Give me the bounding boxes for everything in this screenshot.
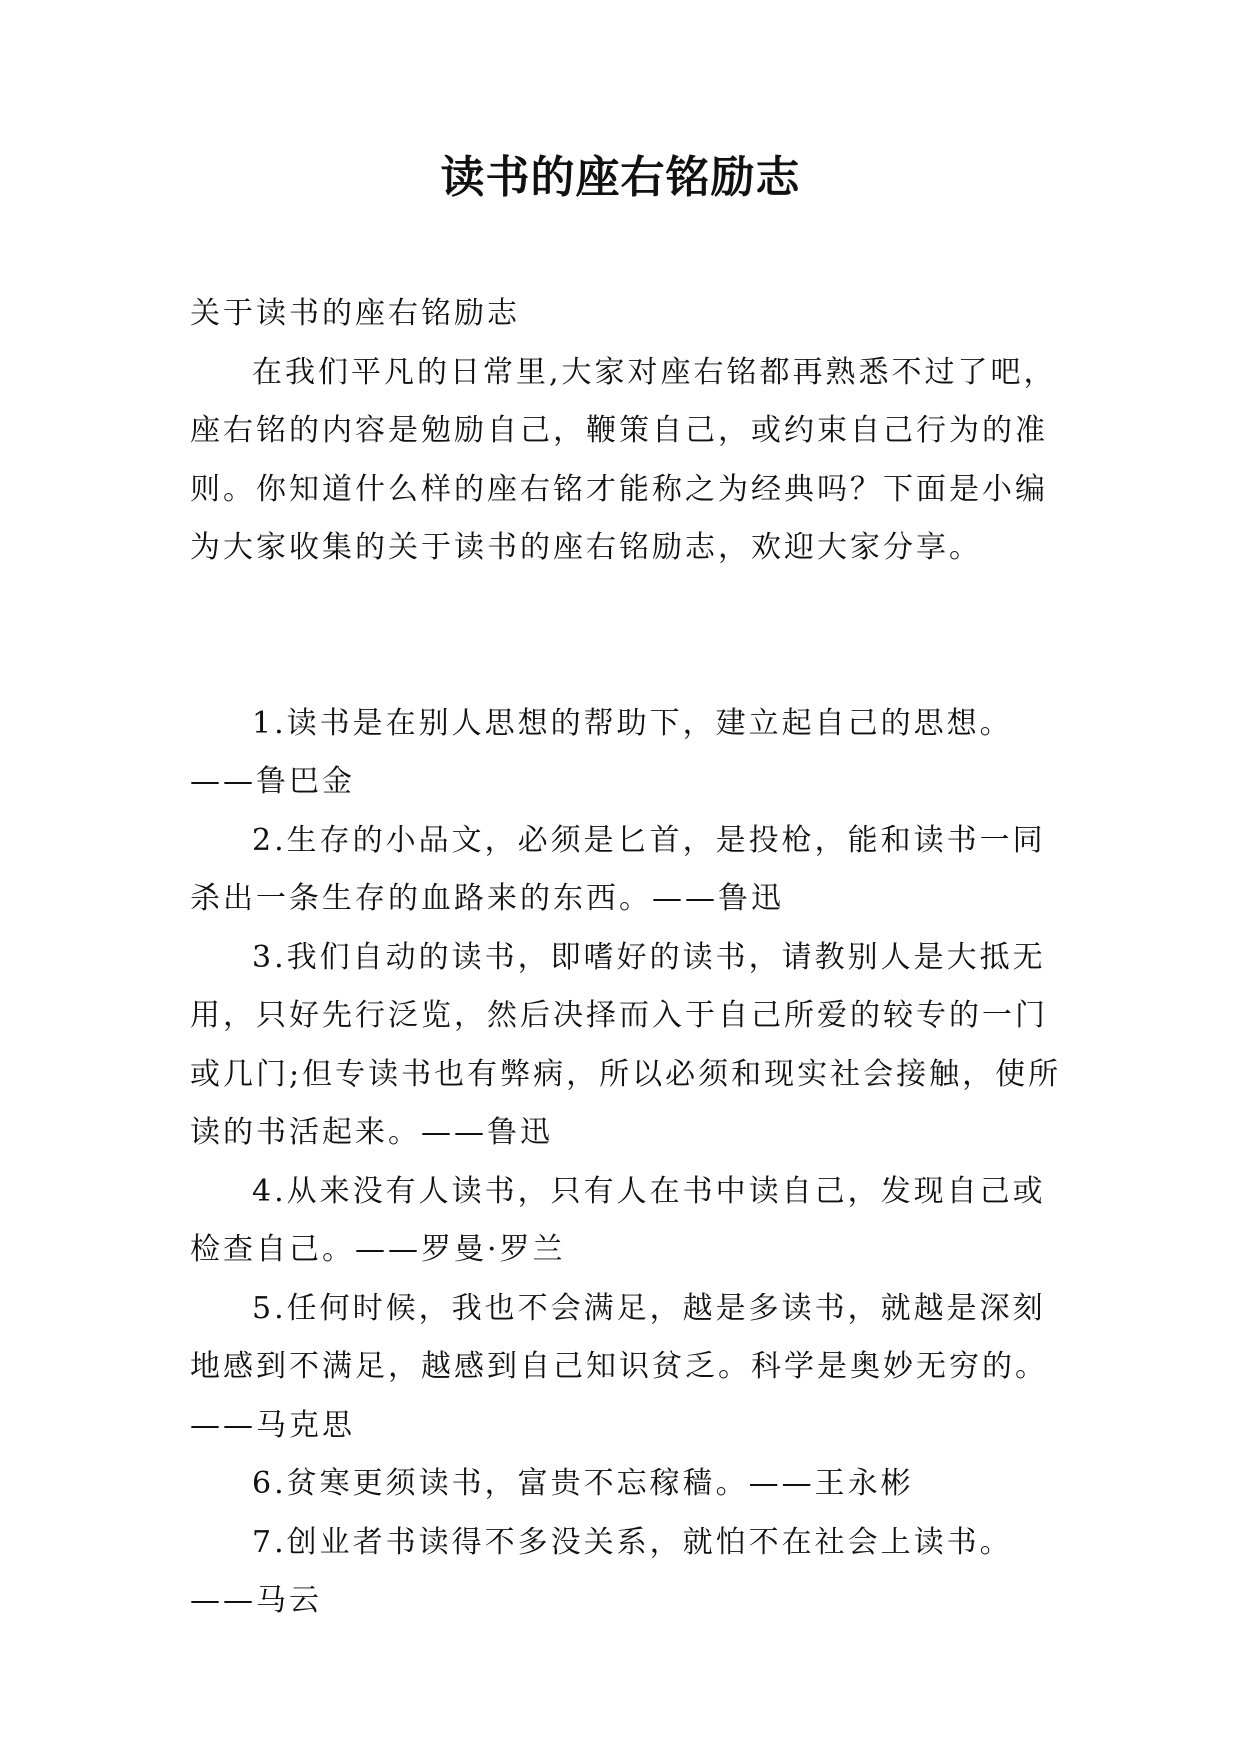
document-title: 读书的座右铭励志 [440, 152, 801, 203]
quote-item-4: 4.从来没有人读书，只有人在书中读自己，发现自己或检查自己。——罗曼·罗兰 [190, 1173, 1046, 1267]
quote-item-5: 5.任何时候，我也不会满足，越是多读书，就越是深刻地感到不满足，越感到自己知识贫乏。科学是奥妙无穷的。——马克思 [190, 1290, 1048, 1443]
document-body [190, 285, 1070, 1631]
paragraph-spacer [190, 578, 1070, 695]
quote-item-3: 3.我们自动的读书，即嗜好的读书，请教别人是大抵无用，只好先行泛览，然后决择而入于自己所爱的较专的一门或几门;但专读书也有弊病，所以必须和现实社会接触，使所读的书活起来。——鲁迅 [190, 939, 1062, 1150]
quote-item-6: 6.贫寒更须读书，富贵不忘稼穑。——王永彬 [252, 1466, 914, 1501]
quote-item-7: 7.创业者书读得不多没关系，就怕不在社会上读书。——马云 [190, 1524, 1013, 1618]
quote-item-2: 2.生存的小品文，必须是匕首，是投枪，能和读书一同杀出一条生存的血路来的东西。——鲁迅 [190, 822, 1046, 916]
intro-paragraph: 在我们平凡的日常里,大家对座右铭都再熟悉不过了吧，座右铭的内容是勉励自己，鞭策自己，或约束自己行为的准则。你知道什么样的座右铭才能称之为经典吗？下面是小编为大家收集的关于读书的座右铭励志，欢迎大家分享。 [190, 354, 1057, 565]
document-subtitle: 关于读书的座右铭励志 [190, 296, 520, 331]
quote-item-1: 1.读书是在别人思想的帮助下，建立起自己的思想。——鲁巴金 [190, 705, 1013, 799]
